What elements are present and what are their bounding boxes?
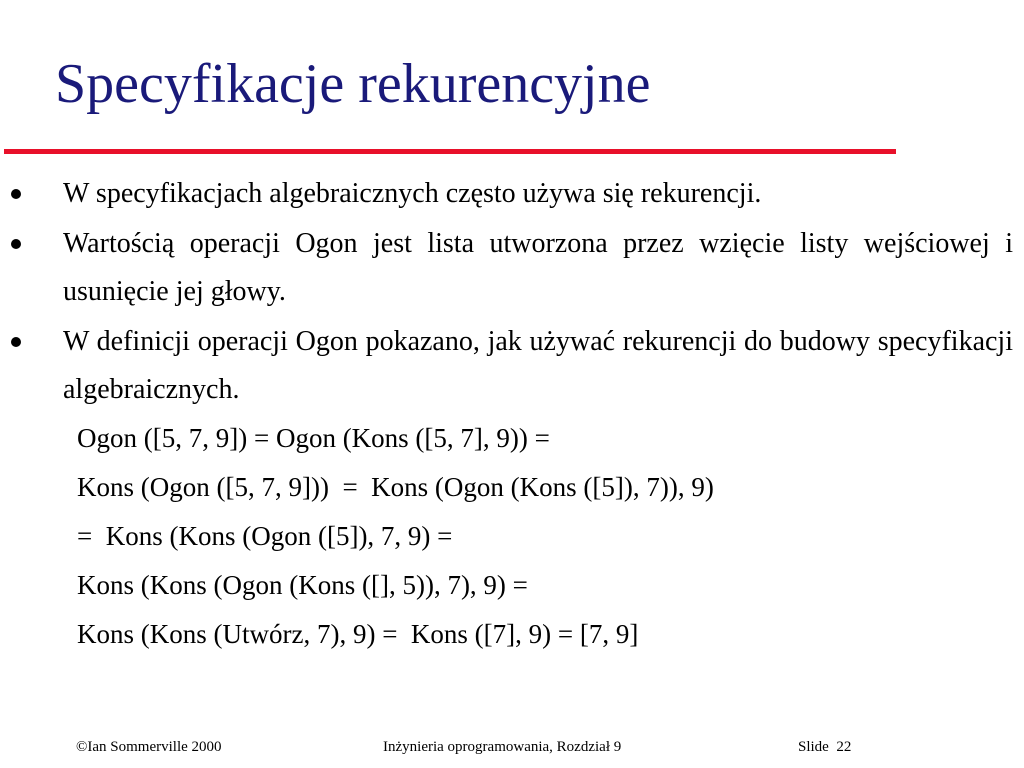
bullet-dot [11, 239, 21, 249]
footer-slide-number: Slide 22 [798, 739, 852, 755]
derivation-line: Kons (Kons (Ogon (Kons ([], 5)), 7), 9) = [77, 570, 528, 600]
derivation-line: Kons (Ogon ([5, 7, 9])) = Kons (Ogon (Kons ([5]), 7)), 9) [77, 472, 714, 502]
footer-course: Inżynieria oprogramowania, Rozdział 9 [383, 739, 622, 755]
bullet-dot [11, 337, 21, 347]
derivation-line: Kons (Kons (Utwórz, 7), 9) = Kons ([7], 9) = [7, 9] [77, 619, 639, 649]
derivation-line: Ogon ([5, 7, 9]) = Ogon (Kons ([5, 7], 9)) = [77, 423, 550, 453]
title-underline [4, 149, 896, 154]
bullet-text: W specyfikacjach algebraicznych często używa się rekurencji. [63, 178, 762, 209]
derivation-line: = Kons (Kons (Ogon ([5]), 7, 9) = [77, 521, 453, 551]
slide-title: Specyfikacje rekurencyjne [55, 53, 651, 115]
footer-copyright: ©Ian Sommerville 2000 [76, 739, 222, 755]
bullet-text: Wartością operacji Ogon jest lista utworzona przez wzięcie listy wejściowej i usunięcie jej głowy. [63, 228, 1013, 307]
bullet-dot [11, 189, 21, 199]
bullet-text: W definicji operacji Ogon pokazano, jak używać rekurencji do budowy specyfikacji algebraicznych. [63, 326, 1013, 405]
